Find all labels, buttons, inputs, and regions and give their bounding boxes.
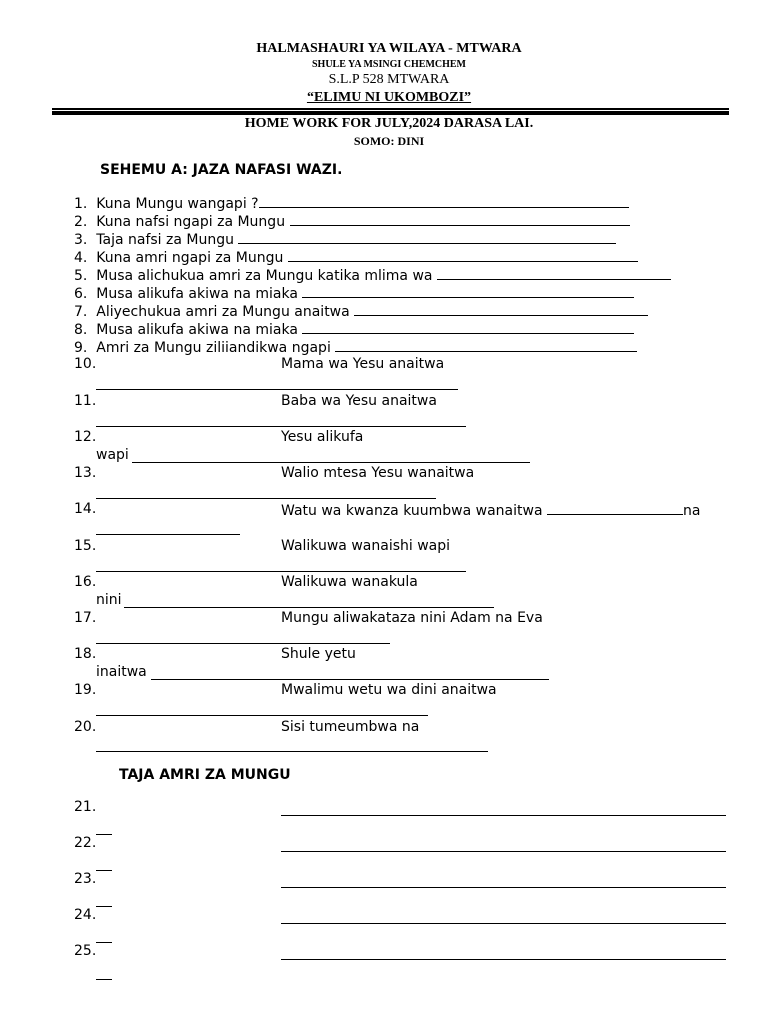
answer-blank-14a[interactable]: [547, 500, 683, 515]
question-number: 1.: [74, 196, 88, 212]
homework-title: HOME WORK FOR JULY,2024 DARASA LAI.: [244, 116, 534, 131]
question-18-number: 18.: [74, 646, 97, 662]
question-text: Aliyechukua amri za Mungu anaitwa: [96, 304, 355, 320]
item-21-number: 21.: [74, 799, 97, 815]
question-number: 8.: [74, 322, 88, 338]
question-14-text: [281, 500, 700, 520]
question-2: [74, 211, 630, 231]
question-20-number: 20.: [74, 719, 97, 735]
school-name: SHULE YA MSINGI CHEMCHEM: [311, 59, 466, 70]
answer-blank-12[interactable]: [132, 462, 530, 463]
subject-title: SOMO: DINI: [353, 134, 425, 148]
answer-blank-13[interactable]: [96, 498, 436, 499]
question-1: [74, 193, 629, 213]
answer-line-23[interactable]: [281, 887, 726, 888]
question-17-text: Mungu aliwakataza nini Adam na Eva: [281, 610, 543, 626]
answer-line-25[interactable]: [281, 959, 726, 960]
answer-blank[interactable]: [238, 229, 616, 244]
question-number: 5.: [74, 268, 88, 284]
question-12-text: Yesu alikufa: [281, 429, 364, 445]
question-7: [74, 301, 648, 321]
question-15-number: 15.: [74, 538, 97, 554]
question-13-text: Walio mtesa Yesu wanaitwa: [281, 465, 475, 481]
question-5: [74, 265, 671, 285]
answer-stub-21: [96, 834, 112, 835]
answer-blank-10[interactable]: [96, 389, 458, 390]
item-22-number: 22.: [74, 835, 97, 851]
item-24-number: 24.: [74, 907, 97, 923]
answer-blank[interactable]: [437, 265, 671, 280]
question-text: Kuna amri ngapi za Mungu: [96, 250, 288, 266]
question-text: Kuna nafsi ngapi za Mungu: [96, 214, 290, 230]
answer-blank[interactable]: [302, 283, 634, 298]
question-text: Musa alikufa akiwa na miaka: [96, 286, 303, 302]
answer-line-24[interactable]: [281, 923, 726, 924]
school-motto: “ELIMU NI UKOMBOZI”: [306, 90, 472, 105]
question-20-text: Sisi tumeumbwa na: [281, 719, 420, 735]
answer-blank[interactable]: [302, 319, 634, 334]
question-16-number: 16.: [74, 574, 97, 590]
question-12-prefix: wapi: [96, 447, 129, 463]
answer-stub-23: [96, 906, 112, 907]
question-18-prefix: inaitwa: [96, 664, 147, 680]
question-15-text: Walikuwa wanaishi wapi: [281, 538, 451, 554]
question-text: Musa alikufa akiwa na miaka: [96, 322, 303, 338]
item-25-number: 25.: [74, 943, 97, 959]
question-16-prefix: nini: [96, 592, 122, 608]
question-10-number: 10.: [74, 356, 97, 372]
answer-blank-15[interactable]: [96, 571, 466, 572]
answer-blank-19[interactable]: [96, 715, 428, 716]
question-text: Musa alichukua amri za Mungu katika mlima wa: [96, 268, 437, 284]
question-9: [74, 337, 637, 357]
section-b-title: TAJA AMRI ZA MUNGU: [119, 767, 291, 783]
question-suffix: na: [682, 503, 701, 519]
answer-stub-25: [96, 979, 112, 980]
answer-blank[interactable]: [259, 193, 629, 208]
answer-blank-11[interactable]: [96, 426, 466, 427]
question-3: [74, 229, 616, 249]
answer-line-21[interactable]: [281, 815, 726, 816]
answer-line-22[interactable]: [281, 851, 726, 852]
section-a-title: SEHEMU A: JAZA NAFASI WAZI.: [100, 162, 343, 178]
answer-blank-14b[interactable]: [96, 534, 240, 535]
question-18-text: Shule yetu: [281, 646, 356, 662]
question-8: [74, 319, 634, 339]
question-19-text: Mwalimu wetu wa dini anaitwa: [281, 682, 497, 698]
answer-blank-18[interactable]: [151, 679, 549, 680]
question-14-number: 14.: [74, 501, 97, 517]
question-10-text: Mama wa Yesu anaitwa: [281, 356, 445, 372]
question-number: 7.: [74, 304, 88, 320]
question-17-number: 17.: [74, 610, 97, 626]
question-11-number: 11.: [74, 393, 97, 409]
answer-blank-17[interactable]: [96, 643, 390, 644]
question-text: Taja nafsi za Mungu: [96, 232, 239, 248]
question-text: Amri za Mungu ziliiandikwa ngapi: [96, 340, 336, 356]
answer-stub-22: [96, 870, 112, 871]
answer-blank-20[interactable]: [96, 751, 488, 752]
answer-stub-24: [96, 942, 112, 943]
item-23-number: 23.: [74, 871, 97, 887]
answer-blank[interactable]: [335, 337, 637, 352]
school-address: S.L.P 528 MTWARA: [328, 72, 450, 87]
question-number: 6.: [74, 286, 88, 302]
answer-blank[interactable]: [288, 247, 638, 262]
question-number: 2.: [74, 214, 88, 230]
question-number: 3.: [74, 232, 88, 248]
question-text: Watu wa kwanza kuumbwa wanaitwa: [281, 503, 547, 519]
question-number: 9.: [74, 340, 88, 356]
question-16-text: Walikuwa wanakula: [281, 574, 418, 590]
question-number: 4.: [74, 250, 88, 266]
question-12-number: 12.: [74, 429, 97, 445]
question-19-number: 19.: [74, 682, 97, 698]
answer-blank[interactable]: [290, 211, 630, 226]
answer-blank-16[interactable]: [124, 607, 494, 608]
council-title: HALMASHAURI YA WILAYA - MTWARA: [256, 41, 522, 56]
header-rule-thin: [52, 108, 729, 110]
question-text: Kuna Mungu wangapi ?: [96, 196, 259, 212]
question-13-number: 13.: [74, 465, 97, 481]
question-11-text: Baba wa Yesu anaitwa: [281, 393, 437, 409]
header-rule-thick: [52, 111, 729, 115]
question-6: [74, 283, 634, 303]
answer-blank[interactable]: [354, 301, 648, 316]
question-4: [74, 247, 638, 267]
